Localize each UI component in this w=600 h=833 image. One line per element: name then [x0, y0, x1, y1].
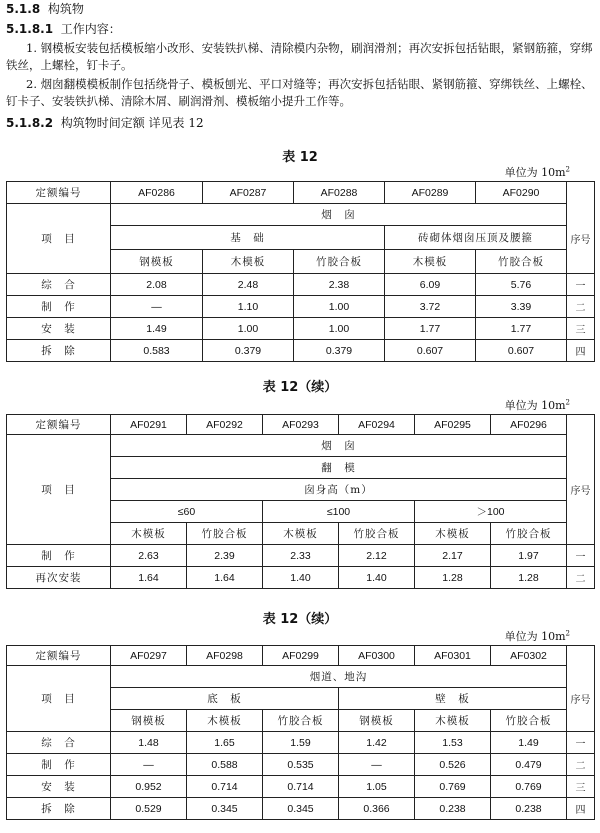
data-cell: 0.714 — [187, 776, 263, 798]
table-title: 表 12 — [282, 150, 318, 165]
table-row — [7, 776, 595, 798]
code-label: 定额编号 — [7, 646, 111, 666]
data-cell: 1.00 — [294, 318, 385, 340]
material-header: 钢模板 — [111, 250, 203, 274]
seq-label: 序号 — [567, 435, 595, 545]
data-cell: 1.77 — [385, 318, 476, 340]
data-cell: 1.10 — [203, 296, 294, 318]
height-range: ＞100 — [415, 501, 567, 523]
row-label: 安 装 — [7, 318, 111, 340]
data-cell: 1.65 — [187, 732, 263, 754]
quota-code: AF0301 — [415, 646, 491, 666]
data-cell: 0.952 — [111, 776, 187, 798]
data-cell: 1.53 — [415, 732, 491, 754]
quota-code: AF0300 — [339, 646, 415, 666]
data-cell: 0.238 — [491, 798, 567, 820]
paragraph-2: 2. 烟囱翻模模板制作包括绕骨子、模板刨光、平口对缝等；再次安拆包括钻眼、紧钢筋箍、穿绑铁丝、上螺栓、钉卡子、安装铁扒梯、清除木屑、刷润滑剂、模板缩小提升工作等。 — [6, 77, 593, 108]
seq-cell: 一 — [567, 732, 595, 754]
data-cell: 2.33 — [263, 545, 339, 567]
table-row — [7, 754, 595, 776]
seq-cell: 二 — [567, 754, 595, 776]
data-cell: 0.379 — [203, 340, 294, 362]
quota-code: AF0290 — [476, 182, 567, 204]
row-label: 制 作 — [7, 296, 111, 318]
seq-cell: 一 — [567, 274, 595, 296]
section-heading-5-1-8-2 — [6, 116, 204, 130]
data-cell: 2.08 — [111, 274, 203, 296]
data-cell: 0.379 — [294, 340, 385, 362]
row-label: 拆 除 — [7, 798, 111, 820]
material-header: 木模板 — [385, 250, 476, 274]
data-cell: 0.535 — [263, 754, 339, 776]
data-cell: 1.49 — [111, 318, 203, 340]
data-cell: 0.607 — [476, 340, 567, 362]
group-header: 烟道、地沟 — [111, 666, 567, 688]
code-label: 定额编号 — [7, 182, 111, 204]
blank-cell — [567, 415, 595, 435]
data-cell: 1.28 — [415, 567, 491, 589]
data-cell: 6.09 — [385, 274, 476, 296]
height-range: ≤60 — [111, 501, 263, 523]
quota-code: AF0291 — [111, 415, 187, 435]
data-cell: 1.05 — [339, 776, 415, 798]
table-row — [7, 296, 595, 318]
section-number: 5.1.8 — [6, 2, 41, 16]
sub-header: 壁 板 — [339, 688, 567, 710]
quota-code: AF0287 — [203, 182, 294, 204]
quota-code: AF0288 — [294, 182, 385, 204]
row-label: 拆 除 — [7, 340, 111, 362]
quota-code: AF0302 — [491, 646, 567, 666]
group-header: 烟 囱 — [111, 435, 567, 457]
seq-cell: 三 — [567, 318, 595, 340]
material-header: 木模板 — [203, 250, 294, 274]
data-cell: 1.28 — [491, 567, 567, 589]
blank-cell — [567, 646, 595, 666]
seq-cell: 一 — [567, 545, 595, 567]
height-range: ≤100 — [263, 501, 415, 523]
seq-label: 序号 — [567, 204, 595, 274]
table-row — [7, 567, 595, 589]
item-label: 项 目 — [7, 204, 111, 274]
quota-code: AF0299 — [263, 646, 339, 666]
section-title: 构筑物时间定额 详见表 12 — [60, 116, 204, 130]
data-cell: 1.42 — [339, 732, 415, 754]
quota-code: AF0293 — [263, 415, 339, 435]
material-header: 木模板 — [263, 523, 339, 545]
unit-note: 单位为 $10m^2$ — [504, 629, 570, 643]
data-cell: 3.72 — [385, 296, 476, 318]
data-cell: 2.38 — [294, 274, 385, 296]
table-title: 表 12（续） — [262, 380, 338, 395]
material-header: 竹胶合板 — [491, 523, 567, 545]
item-label: 项 目 — [7, 435, 111, 545]
data-cell: 0.479 — [491, 754, 567, 776]
material-header: 竹胶合板 — [476, 250, 567, 274]
quota-code: AF0286 — [111, 182, 203, 204]
data-cell: — — [111, 754, 187, 776]
data-cell: 1.40 — [339, 567, 415, 589]
row-label: 综 合 — [7, 732, 111, 754]
table-row — [7, 274, 595, 296]
quota-table-2 — [6, 414, 595, 589]
quota-code: AF0296 — [491, 415, 567, 435]
seq-cell: 四 — [567, 798, 595, 820]
material-header: 竹胶合板 — [491, 710, 567, 732]
quota-table-3 — [6, 645, 595, 820]
data-cell: 2.39 — [187, 545, 263, 567]
material-header: 木模板 — [415, 523, 491, 545]
data-cell: 0.583 — [111, 340, 203, 362]
quota-table-1 — [6, 181, 595, 362]
seq-cell: 三 — [567, 776, 595, 798]
quota-code: AF0292 — [187, 415, 263, 435]
seq-cell: 二 — [567, 567, 595, 589]
material-header: 竹胶合板 — [339, 523, 415, 545]
data-cell: 0.769 — [415, 776, 491, 798]
seq-cell: 二 — [567, 296, 595, 318]
data-cell: 1.64 — [187, 567, 263, 589]
data-cell: 2.63 — [111, 545, 187, 567]
data-cell: 2.48 — [203, 274, 294, 296]
data-cell: 1.49 — [491, 732, 567, 754]
data-cell: 0.588 — [187, 754, 263, 776]
row-label: 再次安装 — [7, 567, 111, 589]
section-title: 构筑物 — [47, 2, 84, 16]
data-cell: 2.17 — [415, 545, 491, 567]
item-label: 项 目 — [7, 666, 111, 732]
group-header: 烟 囱 — [111, 204, 567, 226]
data-cell: 1.77 — [476, 318, 567, 340]
table-row — [7, 545, 595, 567]
sub-header: 底 板 — [111, 688, 339, 710]
material-header: 竹胶合板 — [263, 710, 339, 732]
code-label: 定额编号 — [7, 415, 111, 435]
data-cell: 1.40 — [263, 567, 339, 589]
sub-header: 砖砌体烟囱压顶及腰箍 — [385, 226, 567, 250]
table-row — [7, 732, 595, 754]
row-label: 综 合 — [7, 274, 111, 296]
seq-label: 序号 — [567, 666, 595, 732]
data-cell: 0.238 — [415, 798, 491, 820]
seq-cell: 四 — [567, 340, 595, 362]
data-cell: 0.526 — [415, 754, 491, 776]
data-cell: 0.366 — [339, 798, 415, 820]
data-cell: 5.76 — [476, 274, 567, 296]
data-cell: 1.00 — [203, 318, 294, 340]
table-row — [7, 798, 595, 820]
quota-code: AF0295 — [415, 415, 491, 435]
material-header: 竹胶合板 — [187, 523, 263, 545]
data-cell: 0.607 — [385, 340, 476, 362]
data-cell: 0.714 — [263, 776, 339, 798]
table-title: 表 12（续） — [262, 612, 338, 627]
data-cell: — — [339, 754, 415, 776]
data-cell: 0.529 — [111, 798, 187, 820]
section-title: 工作内容： — [60, 22, 121, 36]
data-cell: 0.345 — [187, 798, 263, 820]
paragraph-1: 1. 钢模板安装包括模板缩小改形、安装铁扒梯、清除模内杂物，刷润滑剂；再次安拆包括钻眼，紧钢筋箍，穿绑铁丝，上螺栓，钉卡子。 — [6, 41, 593, 72]
unit-note: 单位为 $10m^2$ — [504, 165, 570, 179]
unit-note: 单位为 $10m^2$ — [504, 398, 570, 412]
data-cell: — — [111, 296, 203, 318]
data-cell: 0.345 — [263, 798, 339, 820]
material-header: 木模板 — [187, 710, 263, 732]
section-heading-5-1-8 — [6, 2, 84, 16]
quota-code: AF0289 — [385, 182, 476, 204]
material-header: 木模板 — [111, 523, 187, 545]
quota-code: AF0294 — [339, 415, 415, 435]
data-cell: 2.12 — [339, 545, 415, 567]
section-number: 5.1.8.2 — [6, 116, 54, 130]
row-label: 制 作 — [7, 545, 111, 567]
table-row — [7, 340, 595, 362]
material-header: 钢模板 — [111, 710, 187, 732]
data-cell: 1.97 — [491, 545, 567, 567]
data-cell: 3.39 — [476, 296, 567, 318]
quota-code: AF0297 — [111, 646, 187, 666]
table-row — [7, 318, 595, 340]
data-cell: 1.64 — [111, 567, 187, 589]
material-header: 竹胶合板 — [294, 250, 385, 274]
data-cell: 1.59 — [263, 732, 339, 754]
sub-header: 翻 模 — [111, 457, 567, 479]
data-cell: 1.00 — [294, 296, 385, 318]
height-header: 囱身高（m） — [111, 479, 567, 501]
data-cell: 1.48 — [111, 732, 187, 754]
sub-header: 基 础 — [111, 226, 385, 250]
data-cell: 0.769 — [491, 776, 567, 798]
section-number: 5.1.8.1 — [6, 22, 54, 36]
row-label: 制 作 — [7, 754, 111, 776]
material-header: 钢模板 — [339, 710, 415, 732]
material-header: 木模板 — [415, 710, 491, 732]
section-heading-5-1-8-1 — [6, 22, 121, 36]
quota-code: AF0298 — [187, 646, 263, 666]
blank-cell — [567, 182, 595, 204]
row-label: 安 装 — [7, 776, 111, 798]
